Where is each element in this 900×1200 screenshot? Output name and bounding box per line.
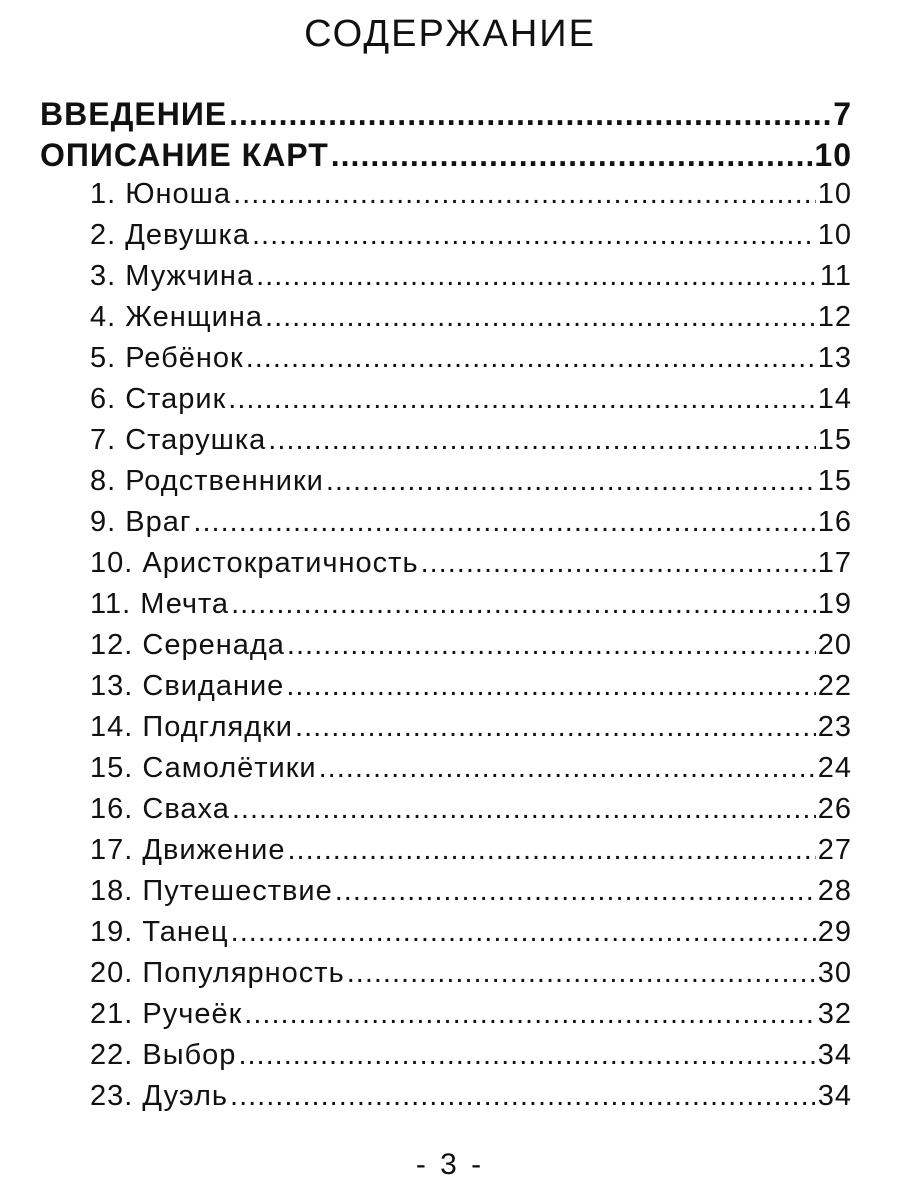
toc-item-entry (40, 711, 852, 752)
toc-section-entry (40, 137, 852, 178)
toc-entry-label: 19. Танец (90, 916, 229, 948)
toc-entry-page: 11 (819, 260, 852, 292)
toc-entry-label: 5. Ребёнок (90, 342, 244, 374)
toc-item-entry (40, 834, 852, 875)
toc-entry-page: 15 (817, 424, 852, 456)
toc-entry-label: 18. Путешествие (90, 875, 333, 907)
toc-item-entry (40, 1039, 852, 1080)
toc-entry-page: 29 (817, 916, 852, 948)
toc-entry-label: 22. Выбор (90, 1039, 237, 1071)
toc-item-entry (40, 178, 852, 219)
toc-item-entry (40, 219, 852, 260)
toc-item-entry (40, 424, 852, 465)
toc-entry-page: 10 (814, 137, 852, 173)
toc-entry-label: 15. Самолётики (90, 752, 317, 784)
toc-entry-label: ОПИСАНИЕ КАРТ (40, 137, 329, 173)
toc-dot-leader (231, 916, 816, 949)
toc-entry-page: 13 (817, 342, 852, 374)
toc-entry-label: ВВЕДЕНИЕ (40, 96, 228, 132)
toc-entry-page: 22 (817, 670, 852, 702)
toc-item-entry (40, 342, 852, 383)
toc-dot-leader (268, 424, 815, 457)
toc-entry-page: 15 (817, 465, 852, 497)
toc-dot-leader (233, 178, 816, 211)
toc-dot-leader (286, 670, 815, 703)
toc-item-entry (40, 957, 852, 998)
page-title: СОДЕРЖАНИЕ (304, 13, 596, 55)
toc-item-entry (40, 260, 852, 301)
toc-entry-page: 32 (817, 998, 852, 1030)
toc-entry-page: 10 (817, 178, 852, 210)
toc-dot-leader (326, 465, 816, 498)
toc-dot-leader (288, 834, 816, 867)
toc-entry-label: 7. Старушка (90, 424, 267, 456)
toc-dot-leader (238, 1039, 815, 1072)
toc-item-entry (40, 1080, 852, 1121)
toc-dot-leader (244, 998, 815, 1031)
toc-item-entry (40, 465, 852, 506)
toc-entry-label: 9. Враг (90, 506, 192, 538)
toc-entry-label: 1. Юноша (90, 178, 232, 210)
toc-entry-label: 10. Аристократичность (90, 547, 419, 579)
page-number: - 3 - (415, 1148, 485, 1181)
toc-dot-leader (232, 793, 816, 826)
toc-entry-page: 34 (817, 1039, 852, 1071)
toc-entry-page: 27 (817, 834, 852, 866)
toc-dot-leader (287, 629, 816, 662)
toc-entry-page: 26 (817, 793, 852, 825)
toc-entry-label: 3. Мужчина (90, 260, 255, 292)
toc-entry-label: 20. Популярность (90, 957, 345, 989)
toc-entry-label: 8. Родственники (90, 465, 324, 497)
toc-dot-leader (265, 301, 816, 334)
toc-dot-leader (230, 1080, 816, 1113)
toc-entry-page: 16 (817, 506, 852, 538)
toc-dot-leader (347, 957, 816, 990)
toc-item-entry (40, 588, 852, 629)
toc-dot-leader (231, 588, 816, 621)
table-of-contents (40, 96, 852, 1121)
toc-entry-label: 23. Дуэль (90, 1080, 229, 1112)
toc-entry-page: 7 (833, 96, 852, 132)
toc-dot-leader (252, 219, 816, 252)
toc-item-entry (40, 629, 852, 670)
toc-entry-page: 14 (817, 383, 852, 415)
toc-dot-leader (256, 260, 818, 293)
toc-item-entry (40, 383, 852, 424)
toc-dot-leader (421, 547, 816, 580)
toc-item-entry (40, 752, 852, 793)
toc-entry-page: 34 (817, 1080, 852, 1112)
toc-entry-label: 11. Мечта (90, 588, 230, 620)
toc-item-entry (40, 301, 852, 342)
toc-section-entry (40, 96, 852, 137)
toc-item-entry (40, 916, 852, 957)
toc-entry-label: 16. Сваха (90, 793, 230, 825)
toc-dot-leader (228, 383, 815, 416)
toc-entry-page: 20 (817, 629, 852, 661)
toc-entry-page: 12 (817, 301, 852, 333)
toc-item-entry (40, 998, 852, 1039)
toc-entry-page: 30 (817, 957, 852, 989)
toc-dot-leader (335, 875, 816, 908)
toc-dot-leader (295, 711, 816, 744)
toc-entry-label: 14. Подглядки (90, 711, 294, 743)
toc-entry-label: 21. Ручеёк (90, 998, 243, 1030)
toc-entry-page: 28 (817, 875, 852, 907)
toc-item-entry (40, 793, 852, 834)
toc-entry-label: 12. Серенада (90, 629, 285, 661)
toc-dot-leader (246, 342, 816, 375)
toc-dot-leader (319, 752, 816, 785)
toc-entry-page: 23 (817, 711, 852, 743)
toc-entry-label: 2. Девушка (90, 219, 250, 251)
toc-entry-label: 13. Свидание (90, 670, 285, 702)
toc-entry-label: 4. Женщина (90, 301, 264, 333)
toc-dot-leader (229, 96, 831, 133)
toc-entry-page: 19 (817, 588, 852, 620)
toc-item-entry (40, 506, 852, 547)
toc-item-entry (40, 670, 852, 711)
toc-entry-page: 17 (817, 547, 852, 579)
toc-item-entry (40, 875, 852, 916)
toc-dot-leader (193, 506, 815, 539)
toc-item-entry (40, 547, 852, 588)
toc-entry-label: 6. Старик (90, 383, 227, 415)
toc-dot-leader (331, 137, 813, 174)
toc-entry-label: 17. Движение (90, 834, 286, 866)
toc-entry-page: 24 (817, 752, 852, 784)
toc-entry-page: 10 (817, 219, 852, 251)
